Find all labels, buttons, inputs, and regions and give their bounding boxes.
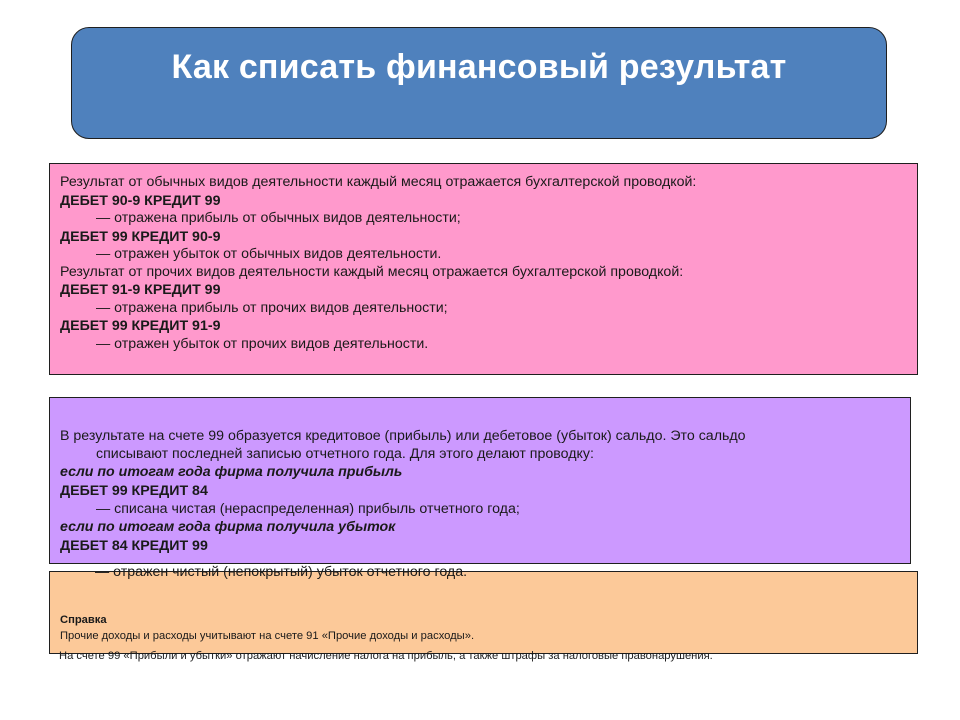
intro-ordinary: Результат от обычных видов деятельности каждый месяц отражается бухгалтерской проводкой: xyxy=(60,174,697,190)
year-end-balance-block xyxy=(49,397,911,564)
intro-other: Результат от прочих видов деятельности каждый месяц отражается бухгалтерской проводкой: xyxy=(60,263,684,280)
reference-line2: На счете 99 «Прибыли и убытки» отражают начисление налога на прибыль, а также штрафы за налоговые правонарушения. xyxy=(59,650,713,662)
entry-84-99: ДЕБЕТ 84 КРЕДИТ 99 xyxy=(60,538,208,554)
entry-99-91-9: ДЕБЕТ 99 КРЕДИТ 91-9 xyxy=(60,318,221,334)
desc-profit-other: — отражена прибыль от прочих видов деятельности; xyxy=(96,299,448,316)
desc-loss-ordinary: — отражен убыток от обычных видов деятельности. xyxy=(96,246,442,262)
entry-91-9-99: ДЕБЕТ 91-9 КРЕДИТ 99 xyxy=(60,282,221,298)
entry-99-84: ДЕБЕТ 99 КРЕДИТ 84 xyxy=(60,483,208,499)
title-banner xyxy=(71,27,887,139)
reference-block xyxy=(49,571,918,654)
desc-net-loss: — отражен чистый (непокрытый) убыток отчетного года. xyxy=(95,564,468,580)
reference-heading: Справка xyxy=(60,614,107,626)
balance-paragraph-line1: В результате на счете 99 образуется кредитовое (прибыль) или дебетовое (убыток) сальдо. Это сальдо xyxy=(60,428,746,444)
condition-loss: если по итогам года фирма получила убыток xyxy=(60,519,396,535)
ordinary-and-other-activities-block xyxy=(49,163,918,375)
desc-net-profit: — списана чистая (нераспределенная) прибыль отчетного года; xyxy=(96,500,520,517)
entry-99-90-9: ДЕБЕТ 99 КРЕДИТ 90-9 xyxy=(60,228,221,245)
balance-paragraph-line2: списывают последней записью отчетного года. Для этого делают проводку: xyxy=(96,445,594,462)
reference-line1: Прочие доходы и расходы учитывают на счете 91 «Прочие доходы и расходы». xyxy=(60,629,475,642)
desc-profit-ordinary: — отражена прибыль от обычных видов деятельности; xyxy=(96,210,461,226)
desc-loss-other: — отражен убыток от прочих видов деятельности. xyxy=(96,335,429,352)
condition-profit: если по итогам года фирма получила прибыль xyxy=(60,464,403,480)
entry-90-9-99: ДЕБЕТ 90-9 КРЕДИТ 99 xyxy=(60,192,221,209)
slide-title: Как списать финансовый результат xyxy=(171,48,787,86)
